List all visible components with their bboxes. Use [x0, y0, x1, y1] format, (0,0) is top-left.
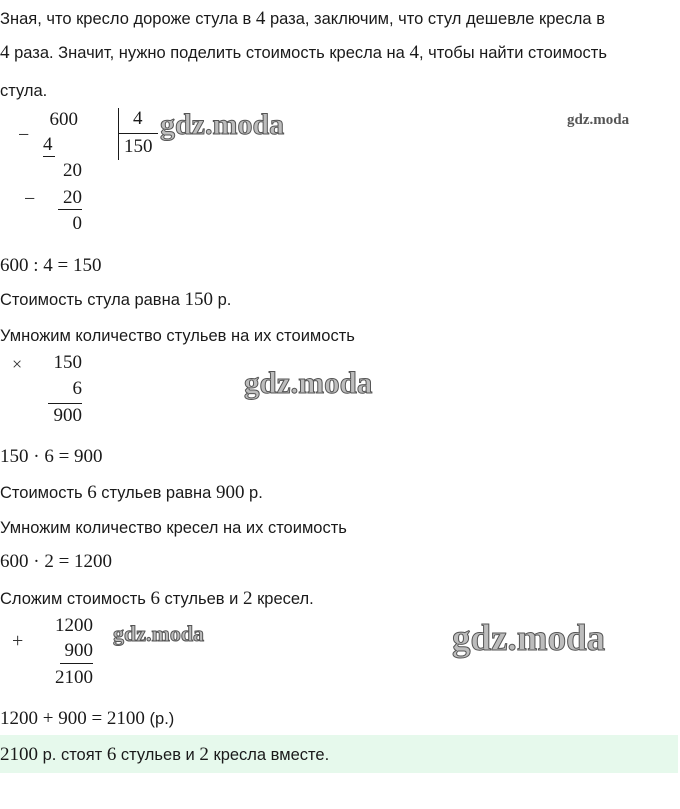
watermark-logo-4: gdz.moda	[452, 618, 606, 659]
multiply-intro: Умножим количество стульев на их стоимость	[0, 327, 355, 345]
intro-line-2: 4 раза. Значит, нужно поделить стоимость кресла на 4, чтобы найти стоимость	[0, 42, 607, 63]
answer-text: 2100 р. стоят 6 стульев и 2 кресла вместе.	[0, 744, 330, 765]
watermark-logo-small: gdz.moda	[567, 112, 630, 128]
addend-a: 1200	[55, 615, 93, 636]
equation-multiply-chairs: 150 · 6 = 900	[0, 446, 103, 467]
equation-sum: 1200 + 900 = 2100 (р.)	[0, 708, 175, 729]
armchair-intro: Умножим количество кресел на их стоимость	[0, 519, 347, 537]
chair-cost-line: Стоимость стула равна 150 р.	[0, 289, 232, 310]
multiplication-line	[48, 403, 82, 404]
watermark-logo-2: gdz.moda	[244, 365, 373, 400]
intro-line-3: стула.	[0, 82, 48, 100]
six-chairs-cost-line: Стоимость 6 стульев равна 900 р.	[0, 482, 263, 503]
divisor: 4	[133, 108, 143, 129]
factor-a: 150	[53, 352, 82, 373]
sum: 2100	[55, 667, 93, 688]
equation-division: 600 : 4 = 150	[0, 255, 102, 276]
factor-b: 6	[72, 378, 82, 399]
addend-b: 900	[64, 640, 93, 661]
second-subtrahend: 20	[58, 187, 82, 210]
dividend: 600	[49, 109, 78, 130]
watermark-logo: gdz.moda	[160, 108, 285, 141]
product: 900	[53, 405, 82, 426]
plus-sign: +	[12, 630, 24, 652]
watermark-logo-3: gdz.moda	[113, 621, 205, 646]
remainder-2: 0	[72, 213, 82, 234]
equation-multiply-armchairs: 600 · 2 = 1200	[0, 551, 113, 572]
sum-intro: Сложим стоимость 6 стульев и 2 кресел.	[0, 588, 314, 609]
intro-line-1: Зная, что кресло дороже стула в 4 раза, заключим, что стул дешевле кресла в	[0, 8, 605, 29]
minus-sign-2: −	[24, 188, 36, 210]
times-sign: ×	[12, 354, 23, 374]
addition-line	[60, 663, 93, 664]
minus-sign: −	[18, 124, 30, 146]
quotient: 150	[124, 136, 153, 157]
remainder-1: 20	[63, 160, 82, 181]
first-subtrahend: 4	[43, 134, 55, 157]
division-bar-horizontal	[118, 133, 158, 134]
